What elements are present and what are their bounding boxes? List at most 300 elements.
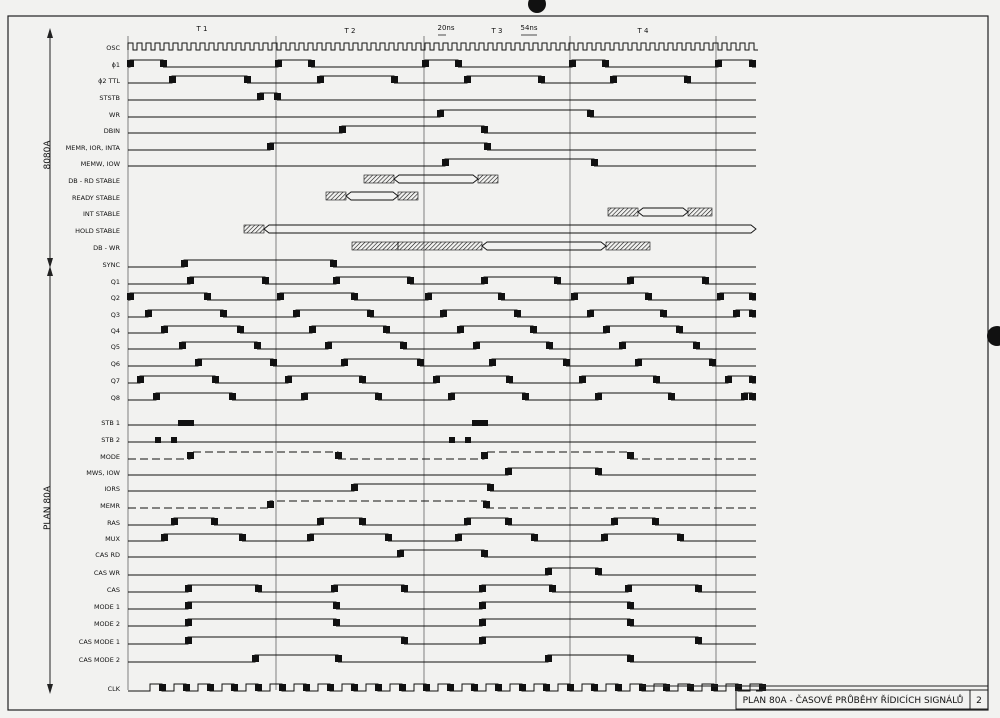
- page-number: 2: [976, 696, 982, 706]
- signal-mode-2-edge: [479, 619, 486, 626]
- signal-ststb-edge: [257, 93, 264, 100]
- signal-ras-edge: [652, 518, 659, 525]
- signal-cas-mode-2-label: CAS MODE 2: [78, 656, 120, 664]
- signal-cas-rd-label: CAS RD: [95, 551, 120, 559]
- signal-ststb-label: STSTB: [99, 94, 120, 102]
- signal-mws-iow-edge: [595, 468, 602, 475]
- signal-memw-iow-edge: [591, 159, 598, 166]
- signal-int-stable-transition: [608, 208, 638, 216]
- group-arrow-plan80a: [47, 266, 53, 694]
- signal-q6-edge: [635, 359, 642, 366]
- signal-cas-mode-2-edge: [335, 655, 342, 662]
- signal-ststb-trace: [128, 93, 756, 100]
- signal-q6-label: Q6: [110, 360, 120, 368]
- signal-1-edge: [455, 60, 462, 67]
- signal-q7-edge: [653, 376, 660, 383]
- signal-1-edge: [275, 60, 282, 67]
- signal-q8-trace: [128, 393, 756, 400]
- signal-sync-trace: [128, 260, 756, 267]
- signal-q8-edge: [741, 393, 748, 400]
- signal-int-stable-row: [83, 208, 712, 218]
- signal-mode-1-row: [94, 602, 756, 611]
- signal-cas-edge: [695, 585, 702, 592]
- signal-ready-stable-valid: [346, 192, 398, 200]
- signal-clk-edge: [687, 684, 694, 691]
- signal-db-rd-stable-valid: [394, 175, 478, 183]
- signal-mux-edge: [677, 534, 684, 541]
- signal-clk-edge: [543, 684, 550, 691]
- signal-q6-edge: [563, 359, 570, 366]
- signal-q3-edge: [733, 310, 740, 317]
- signal-q2-edge: [498, 293, 505, 300]
- signal-ststb-edge: [274, 93, 281, 100]
- signal-sync-edge: [330, 260, 337, 267]
- signal-q6-trace: [128, 359, 756, 366]
- signal-mode-2-trace: [128, 619, 756, 626]
- signal-q5-edge: [693, 342, 700, 349]
- signal-stb-2-pulse: [171, 437, 177, 443]
- signal-clk-edge: [447, 684, 454, 691]
- signal-q5-row: [111, 342, 756, 351]
- signal-stb-1-label: STB 1: [101, 419, 120, 427]
- signal-q7-label: Q7: [110, 377, 120, 385]
- signal-q3-edge: [514, 310, 521, 317]
- signal-1-edge: [749, 60, 756, 67]
- signal-1-edge: [127, 60, 134, 67]
- signal-q7-edge: [285, 376, 292, 383]
- delay-annotation-20ns: 20ns: [437, 24, 455, 32]
- signal-q3-edge: [367, 310, 374, 317]
- signal-memr-ior-inta-trace: [128, 143, 756, 150]
- phase-labels: [196, 25, 650, 35]
- signal-q5-edge: [179, 342, 186, 349]
- signal-iors-edge: [487, 484, 494, 491]
- signal-mws-iow-label: MWS, IOW: [86, 469, 120, 477]
- signal-cas-mode-1-trace: [128, 637, 756, 644]
- signal-ras-edge: [611, 518, 618, 525]
- signal-q7-row: [111, 376, 756, 385]
- group-label-8080a: 8080A: [43, 140, 53, 170]
- signal-q8-edge: [375, 393, 382, 400]
- signal-ras-edge: [464, 518, 471, 525]
- signal-dbin-edge: [481, 126, 488, 133]
- signal-q6-row: [111, 359, 756, 368]
- signal-q2-label: Q2: [110, 294, 120, 302]
- signal-q7-edge: [137, 376, 144, 383]
- signal-q2-edge: [351, 293, 358, 300]
- signal-2-ttl-trace: [128, 76, 756, 83]
- signal-osc-label: OSC: [106, 44, 120, 52]
- signal-cas-mode-1-row: [79, 637, 756, 646]
- signal-db-wr-label: DB - WR: [93, 244, 120, 252]
- signal-mux-edge: [307, 534, 314, 541]
- signal-q1-row: [111, 277, 756, 286]
- signal-q2-edge: [127, 293, 134, 300]
- signal-q2-edge: [277, 293, 284, 300]
- signal-mode-edge: [627, 452, 634, 459]
- signal-ras-edge: [171, 518, 178, 525]
- signal-cas-mode-2-edge: [252, 655, 259, 662]
- signal-ras-row: [107, 518, 756, 527]
- signal-clk-row: [108, 684, 766, 693]
- signal-q2-edge: [717, 293, 724, 300]
- signal-wr-row: [109, 110, 756, 119]
- signal-q5-edge: [619, 342, 626, 349]
- signal-cas-mode-2-edge: [545, 655, 552, 662]
- signal-ras-edge: [359, 518, 366, 525]
- signal-stb-2-pulse: [449, 437, 455, 443]
- signal-iors-edge: [351, 484, 358, 491]
- signal-sync-label: SYNC: [102, 261, 120, 269]
- signal-db-rd-stable-transition: [478, 175, 498, 183]
- signal-clk-edge: [663, 684, 670, 691]
- signal-mode-2-edge: [333, 619, 340, 626]
- signal-q5-edge: [473, 342, 480, 349]
- signal-clk-edge: [711, 684, 718, 691]
- signal-clk-edge: [639, 684, 646, 691]
- signal-1-edge: [160, 60, 167, 67]
- signal-ras-edge: [317, 518, 324, 525]
- signal-dbin-trace: [128, 126, 756, 133]
- signal-2-ttl-edge: [391, 76, 398, 83]
- signal-q8-edge: [668, 393, 675, 400]
- signal-q2-edge: [425, 293, 432, 300]
- signal-clk-edge: [303, 684, 310, 691]
- signal-q3-row: [111, 310, 756, 319]
- signal-mux-edge: [531, 534, 538, 541]
- signal-wr-edge: [587, 110, 594, 117]
- signal-q8-edge: [153, 393, 160, 400]
- document-title: PLAN 80A - ČASOVÉ PRŮBĚHY ŘÍDICÍCH SIGNÁLŮ: [742, 696, 964, 706]
- signal-q5-edge: [325, 342, 332, 349]
- signal-q2-row: [111, 293, 756, 302]
- signal-db-rd-stable-transition: [364, 175, 394, 183]
- signal-memw-iow-row: [81, 159, 756, 168]
- signal-1-edge: [569, 60, 576, 67]
- signal-mode-trace: [128, 452, 756, 459]
- signal-mode-1-edge: [479, 602, 486, 609]
- signal-mode-edge: [335, 452, 342, 459]
- signal-q4-edge: [603, 326, 610, 333]
- signal-q6-edge: [489, 359, 496, 366]
- phase-label-t1: T 1: [196, 25, 208, 33]
- signal-q4-row: [111, 326, 756, 335]
- signal-cas-mode-1-edge: [695, 637, 702, 644]
- signal-sync-row: [103, 260, 757, 269]
- signal-cas-mode-2-row: [79, 655, 756, 664]
- signal-mode-2-row: [94, 619, 756, 628]
- signal-mux-label: MUX: [105, 535, 120, 543]
- signal-q5-label: Q5: [110, 343, 120, 351]
- signal-cas-row: [107, 585, 756, 594]
- signal-q7-edge: [212, 376, 219, 383]
- signal-q1-edge: [627, 277, 634, 284]
- delay-annotations: [438, 24, 538, 35]
- signal-q4-label: Q4: [110, 327, 120, 335]
- delay-annotation-54ns: 54ns: [520, 24, 538, 32]
- signal-cas-edge: [255, 585, 262, 592]
- signal-mux-edge: [239, 534, 246, 541]
- signal-int-stable-label: INT STABLE: [82, 210, 120, 218]
- signal-clk-edge: [519, 684, 526, 691]
- signal-q8-edge: [595, 393, 602, 400]
- signal-mode-1-edge: [627, 602, 634, 609]
- signal-q8-edge: [522, 393, 529, 400]
- signal-clk-edge: [159, 684, 166, 691]
- signal-mux-edge: [601, 534, 608, 541]
- phase-label-t2: T 2: [344, 27, 356, 35]
- signal-q7-edge: [359, 376, 366, 383]
- signal-wr-label: WR: [109, 111, 120, 119]
- signal-hold-stable-label: HOLD STABLE: [75, 227, 120, 235]
- signal-q3-edge: [220, 310, 227, 317]
- signal-q3-edge: [145, 310, 152, 317]
- signal-hold-stable-valid: [264, 225, 756, 233]
- signal-q2-edge: [645, 293, 652, 300]
- signal-db-rd-stable-label: DB - RD STABLE: [68, 177, 120, 185]
- signal-memr-trace: [128, 501, 756, 508]
- signal-q3-edge: [587, 310, 594, 317]
- signal-q2-trace: [128, 293, 756, 300]
- signal-q4-edge: [383, 326, 390, 333]
- signal-q1-edge: [702, 277, 709, 284]
- signal-2-ttl-edge: [464, 76, 471, 83]
- signal-hold-stable-transition: [244, 225, 264, 233]
- signal-q4-edge: [457, 326, 464, 333]
- signal-q6-edge: [341, 359, 348, 366]
- signal-mws-iow-trace: [128, 468, 756, 475]
- signal-1-label: ϕ1: [111, 61, 120, 69]
- signal-stb-2-pulse: [155, 437, 161, 443]
- signal-cas-mode-1-edge: [401, 637, 408, 644]
- signal-q1-edge: [262, 277, 269, 284]
- signal-mode-edge: [481, 452, 488, 459]
- signal-q8-edge: [229, 393, 236, 400]
- signal-mux-row: [105, 534, 756, 543]
- signal-q4-trace: [128, 326, 756, 333]
- signal-iors-trace: [128, 484, 756, 491]
- signal-clk-edge: [351, 684, 358, 691]
- signal-db-wr-row: [93, 242, 650, 252]
- signal-mode-label: MODE: [100, 453, 120, 461]
- signal-mode-2-edge: [627, 619, 634, 626]
- signal-mode-edge: [187, 452, 194, 459]
- signal-rows: [66, 43, 766, 693]
- signal-dbin-label: DBIN: [103, 127, 120, 135]
- signal-cas-wr-edge: [595, 568, 602, 575]
- signal-cas-mode-1-label: CAS MODE 1: [78, 638, 120, 646]
- signal-memw-iow-edge: [442, 159, 449, 166]
- signal-clk-edge: [423, 684, 430, 691]
- signal-q2-edge: [204, 293, 211, 300]
- signal-q7-edge: [725, 376, 732, 383]
- signal-mux-edge: [161, 534, 168, 541]
- signal-cas-wr-trace: [128, 568, 756, 575]
- signal-mws-iow-row: [86, 468, 756, 477]
- signal-cas-rd-row: [95, 550, 756, 559]
- signal-mux-edge: [455, 534, 462, 541]
- signal-stb-2-row: [101, 436, 756, 444]
- signal-1-edge: [602, 60, 609, 67]
- signal-stb-2-label: STB 2: [101, 436, 120, 444]
- signal-q5-edge: [254, 342, 261, 349]
- signal-mode-2-label: MODE 2: [93, 620, 120, 628]
- signal-clk-edge: [375, 684, 382, 691]
- signal-wr-edge: [437, 110, 444, 117]
- signal-db-wr-transition: [606, 242, 650, 250]
- signal-mode-1-edge: [185, 602, 192, 609]
- signal-memr-edge: [267, 501, 274, 508]
- signal-cas-mode-1-edge: [185, 637, 192, 644]
- signal-q6-edge: [709, 359, 716, 366]
- signal-q7-edge: [749, 376, 756, 383]
- signal-mux-trace: [128, 534, 756, 541]
- signal-clk-edge: [279, 684, 286, 691]
- signal-mux-edge: [385, 534, 392, 541]
- signal-dbin-edge: [339, 126, 346, 133]
- signal-db-wr-valid: [482, 242, 606, 250]
- signal-int-stable-transition: [688, 208, 712, 216]
- signal-2-ttl-row: [98, 76, 756, 85]
- signal-ras-edge: [505, 518, 512, 525]
- signal-db-wr-transition: [398, 242, 482, 250]
- signal-cas-mode-2-trace: [128, 655, 756, 662]
- signal-q8-edge: [749, 393, 756, 400]
- signal-ready-stable-transition: [326, 192, 346, 200]
- signal-1-row: [112, 60, 756, 69]
- signal-q3-edge: [660, 310, 667, 317]
- signal-q5-edge: [400, 342, 407, 349]
- signal-clk-edge: [591, 684, 598, 691]
- signal-mode-1-edge: [333, 602, 340, 609]
- signal-clk-edge: [231, 684, 238, 691]
- signal-q4-edge: [237, 326, 244, 333]
- signal-q7-edge: [579, 376, 586, 383]
- signal-q7-edge: [506, 376, 513, 383]
- signal-cas-edge: [549, 585, 556, 592]
- signal-q5-trace: [128, 342, 756, 349]
- signal-q4-edge: [676, 326, 683, 333]
- signal-osc-row: [106, 43, 758, 52]
- signal-q2-edge: [571, 293, 578, 300]
- signal-2-ttl-edge: [244, 76, 251, 83]
- signal-q1-edge: [187, 277, 194, 284]
- signal-q3-edge: [440, 310, 447, 317]
- signal-2-ttl-edge: [169, 76, 176, 83]
- signal-clk-label: CLK: [107, 685, 120, 693]
- signal-cas-trace: [128, 585, 756, 592]
- signal-q4-edge: [309, 326, 316, 333]
- phase-label-t4: T 4: [637, 27, 649, 35]
- signal-q3-edge: [293, 310, 300, 317]
- signal-q1-edge: [481, 277, 488, 284]
- signal-sync-edge: [181, 260, 188, 267]
- signal-1-edge: [422, 60, 429, 67]
- signal-cas-rd-edge: [481, 550, 488, 557]
- signal-q3-edge: [749, 310, 756, 317]
- signal-q1-edge: [407, 277, 414, 284]
- signal-q8-row: [111, 393, 756, 402]
- signal-cas-edge: [625, 585, 632, 592]
- signal-1-trace: [128, 60, 756, 67]
- signal-cas-mode-1-edge: [479, 637, 486, 644]
- signal-q6-edge: [417, 359, 424, 366]
- binder-hole-right: [987, 326, 1000, 346]
- signal-1-edge: [715, 60, 722, 67]
- signal-hold-stable-row: [75, 225, 756, 235]
- signal-q6-edge: [270, 359, 277, 366]
- signal-iors-label: IORS: [104, 485, 120, 493]
- sheet-border: [8, 16, 988, 710]
- signal-2-ttl-edge: [684, 76, 691, 83]
- signal-cas-wr-row: [94, 568, 756, 577]
- signal-2-ttl-edge: [538, 76, 545, 83]
- signal-memr-ior-inta-edge: [267, 143, 274, 150]
- signal-cas-edge: [401, 585, 408, 592]
- signal-cas-rd-trace: [128, 550, 756, 557]
- signal-mode-1-label: MODE 1: [93, 603, 120, 611]
- signal-cas-mode-2-edge: [627, 655, 634, 662]
- signal-mode-2-edge: [185, 619, 192, 626]
- signal-memr-ior-inta-label: MEMR, IOR, INTA: [65, 144, 120, 152]
- binder-hole-top: [528, 0, 546, 13]
- signal-cas-wr-label: CAS WR: [93, 569, 120, 577]
- signal-cas-edge: [185, 585, 192, 592]
- signal-memr-row: [100, 501, 756, 510]
- signal-q1-trace: [128, 277, 756, 284]
- signal-clk-edge: [471, 684, 478, 691]
- group-label-plan80a: PLAN 80A: [43, 485, 53, 531]
- signal-q7-edge: [433, 376, 440, 383]
- signal-clk-edge: [615, 684, 622, 691]
- signal-cas-edge: [331, 585, 338, 592]
- signal-memr-ior-inta-row: [66, 143, 756, 152]
- signal-stb-1-row: [101, 419, 756, 427]
- phase-label-t3: T 3: [491, 27, 503, 35]
- signal-ras-label: RAS: [107, 519, 120, 527]
- signal-clk-edge: [183, 684, 190, 691]
- signal-2-ttl-edge: [317, 76, 324, 83]
- signal-cas-edge: [479, 585, 486, 592]
- signal-clk-edge: [255, 684, 262, 691]
- signal-ready-stable-label: READY STABLE: [72, 194, 120, 202]
- signal-clk-edge: [567, 684, 574, 691]
- signal-1-edge: [308, 60, 315, 67]
- signal-dbin-row: [104, 126, 756, 135]
- signal-mode-1-trace: [128, 602, 756, 609]
- signal-ras-edge: [211, 518, 218, 525]
- signal-stb-2-pulse: [465, 437, 471, 443]
- signal-clk-edge: [327, 684, 334, 691]
- signal-iors-row: [104, 484, 756, 493]
- signal-q4-edge: [161, 326, 168, 333]
- signal-cas-label: CAS: [106, 586, 120, 594]
- signal-ras-trace: [128, 518, 756, 525]
- signal-clk-edge: [495, 684, 502, 691]
- signal-q6-edge: [195, 359, 202, 366]
- signal-q5-edge: [546, 342, 553, 349]
- signal-memr-label: MEMR: [100, 502, 120, 510]
- signal-q1-edge: [554, 277, 561, 284]
- signal-ready-stable-row: [72, 192, 418, 202]
- signal-q3-label: Q3: [110, 311, 120, 319]
- signal-ststb-row: [99, 93, 756, 102]
- signal-memr-edge: [483, 501, 490, 508]
- signal-q1-label: Q1: [110, 278, 120, 286]
- signal-q4-edge: [530, 326, 537, 333]
- signal-db-rd-stable-row: [68, 175, 498, 185]
- signal-mode-row: [100, 452, 756, 461]
